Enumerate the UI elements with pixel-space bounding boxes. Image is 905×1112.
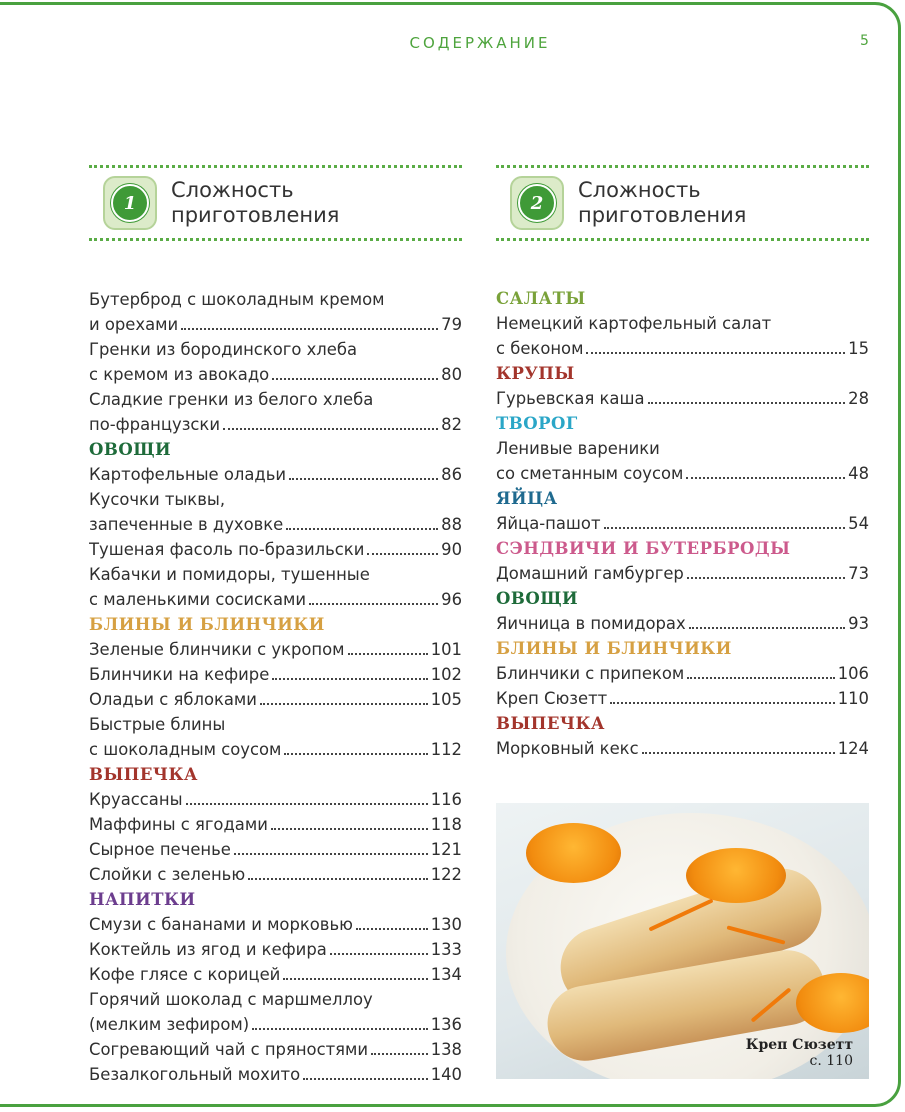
dot-leader [689,611,845,629]
page-ref: 118 [430,815,462,834]
recipe-title: Блинчики с припеком [496,664,685,683]
toc-list [89,287,462,1087]
toc-entry[interactable] [89,637,462,662]
recipe-title: Креп Сюзетт [496,689,608,708]
section-heading: ОВОЩИ [496,589,579,608]
toc-entry[interactable] [496,611,869,636]
dot-leader [271,812,428,830]
dot-leader [309,587,438,605]
recipe-title: Маффины с ягодами [89,815,268,834]
page-ref: 102 [430,665,462,684]
toc-entry-continuation [89,387,462,412]
toc-entry[interactable] [496,386,869,411]
section-heading: СЭНДВИЧИ И БУТЕРБРОДЫ [496,539,791,558]
dot-leader [356,912,428,930]
page-ref: 28 [848,389,869,408]
difficulty-label: Сложность приготовления [578,178,747,227]
recipe-title: Кусочки тыквы, [89,490,226,509]
dot-leader [330,937,428,955]
recipe-title: по-французски [89,415,220,434]
page-ref: 15 [848,339,869,358]
recipe-title: Гурьевская каша [496,389,645,408]
page-ref: 122 [430,865,462,884]
page-ref: 93 [848,614,869,633]
dot-leader [586,336,845,354]
recipe-title: запеченные в духовке [89,515,284,534]
dot-leader [186,787,428,805]
recipe-title: Бутерброд с шоколадным кремом [89,290,385,309]
recipe-title: Морковный кекс [496,739,639,758]
difficulty-number: 2 [518,184,556,222]
dot-leader [687,561,845,579]
page-ref: 140 [430,1065,462,1084]
recipe-title: Домашний гамбургер [496,564,684,583]
toc-entry[interactable] [89,937,462,962]
dot-leader [252,1012,428,1030]
recipe-title: Тушеная фасоль по-бразильски [89,540,365,559]
recipe-title: Сырное печенье [89,840,231,859]
orange-slice-shape [686,848,786,903]
page-ref: 130 [430,915,462,934]
section-heading: БЛИНЫ И БЛИНЧИКИ [496,639,732,658]
recipe-title: и орехами [89,315,179,334]
page-ref: 54 [848,514,869,533]
toc-entry[interactable] [496,736,869,761]
page-ref: 86 [441,465,462,484]
recipe-title: Безалкогольный мохито [89,1065,301,1084]
toc-entry[interactable] [89,1062,462,1087]
page-ref: 116 [430,790,462,809]
page-ref: 121 [430,840,462,859]
page-number: 5 [860,33,869,49]
toc-entry[interactable] [89,687,462,712]
difficulty-header [89,171,462,235]
toc-entry-continuation [89,337,462,362]
toc-list [496,286,869,761]
dot-leader [283,962,427,980]
toc-entry-continuation [89,287,462,312]
dot-leader [289,462,438,480]
recipe-title: Гренки из бородинского хлеба [89,340,358,359]
page-ref: 112 [430,740,462,759]
difficulty-number: 1 [111,184,149,222]
page-ref: 73 [848,564,869,583]
divider [496,165,869,168]
toc-entry-continuation [89,712,462,737]
toc-entry[interactable] [496,336,869,361]
toc-entry[interactable] [89,1012,462,1037]
toc-entry[interactable] [89,912,462,937]
recipe-title: Коктейль из ягод и кефира [89,940,327,959]
dot-leader [348,637,428,655]
section-heading: ЯЙЦА [496,489,558,508]
page-ref: 138 [430,1040,462,1059]
dot-leader [648,386,846,404]
page-ref: 82 [441,415,462,434]
page-ref: 105 [430,690,462,709]
dot-leader [686,461,845,479]
recipe-title: с маленькими сосисками [89,590,307,609]
page-ref: 106 [837,664,869,683]
recipe-title: Кофе глясе с корицей [89,965,281,984]
dot-leader [234,837,428,855]
orange-slice-shape [526,823,621,883]
recipe-title: Быстрые блины [89,715,226,734]
toc-entry[interactable] [89,362,462,387]
toc-entry[interactable] [496,686,869,711]
recipe-title: Ленивые вареники [496,439,660,458]
dot-leader [248,862,428,880]
dot-leader [610,686,835,704]
page-ref: 88 [441,515,462,534]
recipe-title: Горячий шоколад с маршмеллоу [89,990,373,1009]
recipe-title: Немецкий картофельный салат [496,314,772,333]
toc-column-level-1 [89,165,462,1087]
page-ref: 101 [430,640,462,659]
toc-entry[interactable] [89,537,462,562]
toc-entry[interactable] [496,561,869,586]
toc-entry-continuation [496,311,869,336]
recipe-title: Смузи с бананами и морковью [89,915,353,934]
section-heading: БЛИНЫ И БЛИНЧИКИ [89,615,325,634]
difficulty-badge [510,176,564,230]
dot-leader [284,737,427,755]
divider [89,238,462,241]
difficulty-header [496,171,869,235]
dot-leader [260,687,428,705]
dot-leader [286,512,438,530]
dot-leader [223,412,438,430]
page-ref: 79 [441,315,462,334]
page-ref: 96 [441,590,462,609]
section-heading: КРУПЫ [496,364,575,383]
caption-page: с. 110 [809,1053,853,1069]
section-heading: ВЫПЕЧКА [89,765,198,784]
page-ref: 133 [430,940,462,959]
toc-entry[interactable] [89,812,462,837]
caption-title: Креп Сюзетт [745,1037,853,1053]
toc-entry-continuation [496,436,869,461]
toc-entry[interactable] [89,962,462,987]
toc-entry[interactable] [89,862,462,887]
page-ref: 80 [441,365,462,384]
dot-leader [367,537,438,555]
dot-leader [371,1037,428,1055]
recipe-title: (мелким зефиром) [89,1015,250,1034]
toc-entry[interactable] [89,512,462,537]
toc-entry[interactable] [89,412,462,437]
recipe-title: с беконом [496,339,584,358]
toc-entry[interactable] [89,737,462,762]
section-heading: НАПИТКИ [89,890,196,909]
recipe-title: Слойки с зеленью [89,865,246,884]
section-heading: ВЫПЕЧКА [496,714,605,733]
difficulty-label: Сложность приготовления [171,178,340,227]
page-ref: 110 [837,689,869,708]
divider [89,165,462,168]
dot-leader [303,1062,428,1080]
dot-leader [181,312,438,330]
page-ref: 124 [837,739,869,758]
toc-entry[interactable] [89,312,462,337]
toc-column-level-2 [496,165,869,761]
divider [496,238,869,241]
toc-entry-continuation [89,562,462,587]
recipe-title: Яичница в помидорах [496,614,686,633]
page-ref: 48 [848,464,869,483]
toc-entry[interactable] [89,1037,462,1062]
section-heading: ОВОЩИ [89,440,172,459]
toc-entry-continuation [89,487,462,512]
toc-entry[interactable] [496,511,869,536]
page-title: СОДЕРЖАНИЕ [409,34,551,52]
section-heading: САЛАТЫ [496,289,586,308]
page-ref: 90 [441,540,462,559]
recipe-title: с кремом из авокадо [89,365,270,384]
dot-leader [272,362,438,380]
crepe-suzette-photo [496,803,869,1079]
photo-caption [746,1037,853,1069]
recipe-title: Согревающий чай с пряностями [89,1040,369,1059]
toc-entry[interactable] [89,462,462,487]
recipe-title: Блинчики на кефире [89,665,270,684]
recipe-title: Яйца-пашот [496,514,601,533]
recipe-title: Зеленые блинчики с укропом [89,640,345,659]
toc-entry-continuation [89,987,462,1012]
dot-leader [604,511,846,529]
recipe-title: Оладьи с яблоками [89,690,257,709]
recipe-title: с шоколадным соусом [89,740,282,759]
dot-leader [642,736,835,754]
recipe-title: со сметанным соусом [496,464,684,483]
recipe-title: Сладкие гренки из белого хлеба [89,390,374,409]
difficulty-badge [103,176,157,230]
toc-entry[interactable] [496,461,869,486]
section-heading: ТВОРОГ [496,414,578,433]
recipe-title: Круассаны [89,790,183,809]
dot-leader [687,661,834,679]
toc-entry[interactable] [496,661,869,686]
toc-entry[interactable] [89,787,462,812]
recipe-title: Картофельные оладьи [89,465,287,484]
dot-leader [272,662,427,680]
toc-entry[interactable] [89,837,462,862]
page-ref: 136 [430,1015,462,1034]
toc-entry[interactable] [89,587,462,612]
toc-entry[interactable] [89,662,462,687]
recipe-title: Кабачки и помидоры, тушенные [89,565,370,584]
page-ref: 134 [430,965,462,984]
